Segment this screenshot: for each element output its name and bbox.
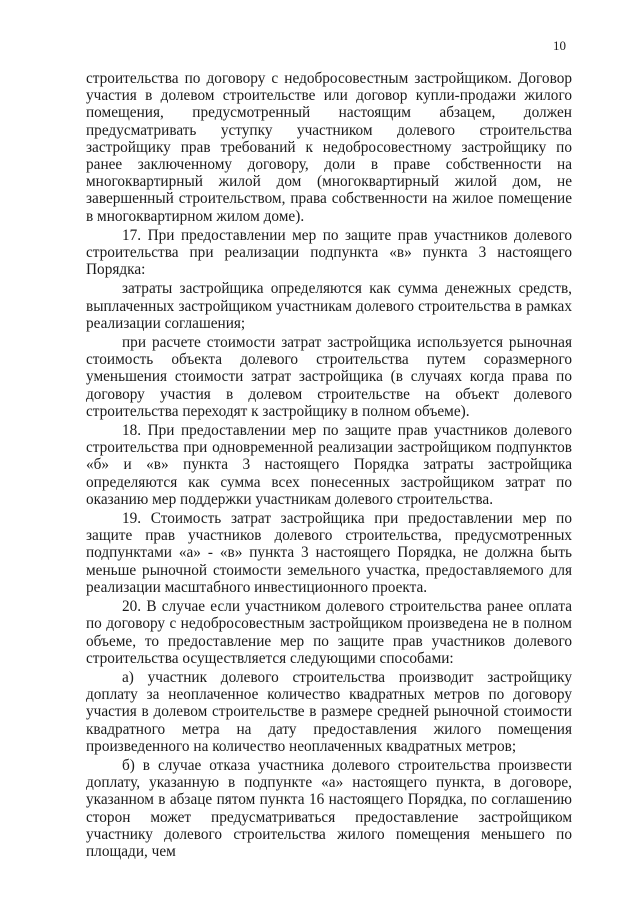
paragraph-20-b: б) в случае отказа участника долевого строительства произвести доплату, указанную в подпункте «а» настоящего пункта, в договоре, указанном в абзаце пятом пункта 16 настоящего Порядка, по соглашению сторон может предусматриваться предоставление застройщиком участнику долевого строительства жилого помещения меньшего по площади, чем <box>86 756 572 860</box>
paragraph-continuation: строительства по договору с недобросовестным застройщиком. Договор участия в долевом строительстве или договор купли-продажи жилого помещения, предусмотренный настоящим абзацем, должен предусматривать уступку участником долевого строительства застройщику прав требований к недобросовестному застройщику по ранее заключенному договору, доли в праве собственности на многоквартирный жилой дом (многоквартирный жилой дом, не завершенный строительством, права собственности на жилое помещение в многоквартирном жилом доме). <box>86 70 572 225</box>
paragraph-20: 20. В случае если участником долевого строительства ранее оплата по договору с недобросовестным застройщиком произведена не в полном объеме, то предоставление мер по защите прав участников долевого строительства осуществляется следующими способами: <box>86 598 572 667</box>
document-body <box>86 70 572 862</box>
paragraph-19: 19. Стоимость затрат застройщика при предоставлении мер по защите прав участников долевого строительства, предусмотренных подпунктами «а» - «в» пункта 3 настоящего Порядка, не должна быть меньше рыночной стоимости земельного участка, предоставляемого для реализации масштабного инвестиционного проекта. <box>86 510 572 596</box>
paragraph-17: 17. При предоставлении мер по защите прав участников долевого строительства при реализации подпункта «в» пункта 3 настоящего Порядка: <box>86 226 572 279</box>
paragraph-20-a: а) участник долевого строительства производит застройщику доплату за неоплаченное количество квадратных метров по договору участия в долевом строительстве в размере средней рыночной стоимости квадратного метра на дату предоставления жилого помещения произведенного на количество неоплаченных квадратных метров; <box>86 668 572 755</box>
paragraph-18: 18. При предоставлении мер по защите прав участников долевого строительства при одновременной реализации застройщиком подпунктов «б» и «в» пункта 3 настоящего Порядка затраты застройщика определяются как сумма всех понесенных застройщиком затрат по оказанию мер поддержки участникам долевого строительства. <box>86 422 572 508</box>
page-number: 10 <box>553 38 566 53</box>
paragraph-17-calculation: при расчете стоимости затрат застройщика используется рыночная стоимость объекта долевого строительства путем соразмерного уменьшения стоимости затрат застройщика (в случаях когда права по договору участия в долевом строительстве на объект долевого строительства переходят к застройщику в полном объеме). <box>86 334 572 420</box>
paragraph-17-costs: затраты застройщика определяются как сумма денежных средств, выплаченных застройщиком участникам долевого строительства в рамках реализации соглашения; <box>86 280 572 332</box>
